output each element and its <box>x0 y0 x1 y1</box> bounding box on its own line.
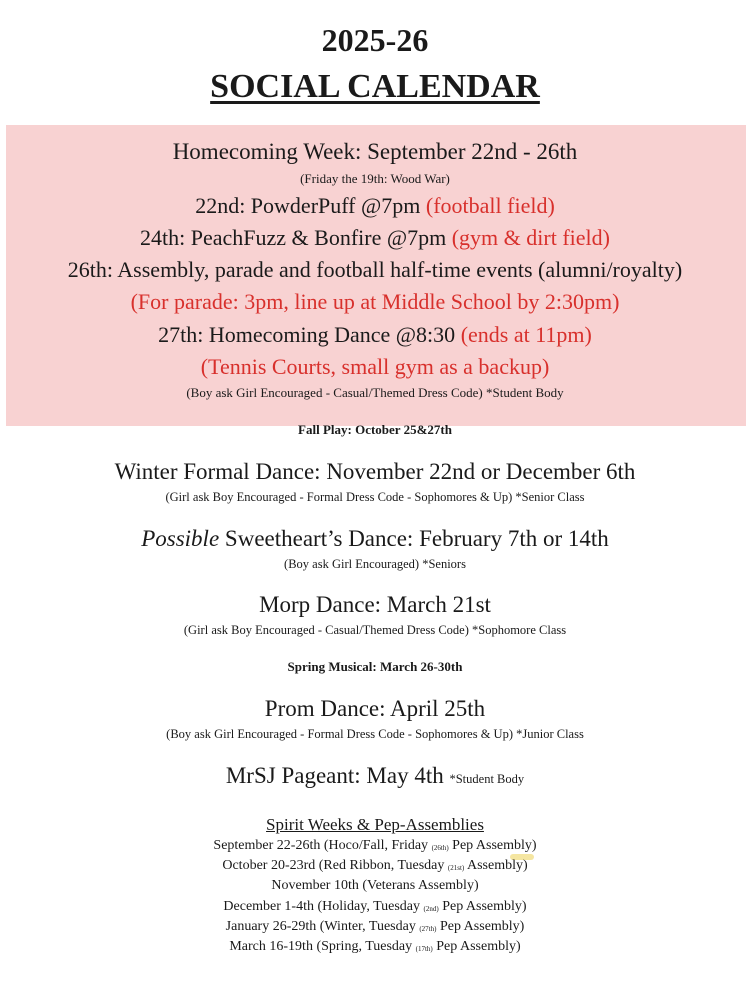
assembly-event: 26th: Assembly, parade and football half-time events (alumni/royalty) <box>67 257 683 282</box>
prom-title: Prom Dance: April 25th <box>264 696 486 721</box>
spirit-item-nov <box>0 878 750 894</box>
spirit-item-post: Pep Assembly) <box>432 939 521 954</box>
parade-note: (For parade: 3pm, line up at Middle School by 2:30pm) <box>130 289 620 314</box>
spirit-item-text: November 10th (Veterans Assembly) <box>271 878 479 893</box>
spirit-item-dec <box>0 899 750 915</box>
spirit-item-text: January 26-29th (Winter, Tuesday <box>225 919 420 934</box>
spirit-item-day: (27th) <box>419 925 437 933</box>
spirit-item-post: Pep Assembly) <box>448 838 537 853</box>
page-title-text: SOCIAL CALENDAR <box>210 68 540 105</box>
spirit-item-text: March 16-19th (Spring, Tuesday <box>229 939 416 954</box>
pageant-note: *Student Body <box>449 772 525 786</box>
spirit-item-post: Pep Assembly) <box>438 899 527 914</box>
homecoming-dance-text: 27th: Homecoming Dance @8:30 <box>158 322 456 347</box>
page-title <box>0 68 750 106</box>
winter-formal-note: (Girl ask Boy Encouraged - Formal Dress Code - Sophomores & Up) *Senior Class <box>165 490 585 504</box>
peachfuzz-event <box>0 225 750 251</box>
sweetheart-note: (Boy ask Girl Encouraged) *Seniors <box>284 557 466 571</box>
peachfuzz-location: (gym & dirt field) <box>451 225 610 250</box>
spirit-item-text: October 20-23rd (Red Ribbon, Tuesday <box>222 858 448 873</box>
spirit-item-day: (2nd) <box>423 905 439 913</box>
prom-note: (Boy ask Girl Encouraged - Formal Dress Code - Sophomores & Up) *Junior Class <box>166 727 584 741</box>
winter-formal-title: Winter Formal Dance: November 22nd or December 6th <box>114 459 636 484</box>
spirit-item-post: Pep Assembly) <box>436 919 525 934</box>
spirit-item-jan <box>0 919 750 935</box>
spirit-item-day: (21st) <box>447 864 465 872</box>
spring-musical: Spring Musical: March 26-30th <box>287 659 463 674</box>
morp-note: (Girl ask Boy Encouraged - Casual/Themed Dress Code) *Sophomore Class <box>183 623 567 637</box>
powderpuff-event <box>0 193 750 219</box>
wood-war-note: (Friday the 19th: Wood War) <box>300 171 450 186</box>
spirit-item-text: September 22-26th (Hoco/Fall, Friday <box>213 838 432 853</box>
spirit-item-post: Assembly) <box>464 858 528 873</box>
year-heading: 2025-26 <box>321 22 429 58</box>
fall-play: Fall Play: October 25&27th <box>298 422 452 437</box>
sweetheart-possible: Possible <box>141 526 220 551</box>
spirit-heading <box>0 815 750 835</box>
sweetheart-title <box>0 526 750 552</box>
spirit-item-oct <box>0 858 750 874</box>
pageant-text: MrSJ Pageant: May 4th <box>225 763 444 788</box>
spirit-item-day: (17th) <box>415 945 433 953</box>
homecoming-dance-note: (Boy ask Girl Encouraged - Casual/Themed Dress Code) *Student Body <box>186 385 564 400</box>
spirit-item-mar <box>0 939 750 955</box>
spirit-heading-text: Spirit Weeks & Pep-Assemblies <box>266 815 484 834</box>
homecoming-dance <box>0 322 750 348</box>
spirit-item-day: (26th) <box>431 844 449 852</box>
spirit-item-sep <box>0 838 750 854</box>
spirit-item-text: December 1-4th (Holiday, Tuesday <box>223 899 424 914</box>
homecoming-week: Homecoming Week: September 22nd - 26th <box>172 139 578 164</box>
powderpuff-location: (football field) <box>425 193 555 218</box>
homecoming-dance-end: (ends at 11pm) <box>460 322 592 347</box>
pageant-title <box>0 763 750 789</box>
sweetheart-text: Sweetheart’s Dance: February 7th or 14th <box>219 526 609 551</box>
morp-title: Morp Dance: March 21st <box>259 592 491 617</box>
homecoming-dance-location: (Tennis Courts, small gym as a backup) <box>200 354 550 379</box>
powderpuff-text: 22nd: PowderPuff @7pm <box>195 193 421 218</box>
peachfuzz-text: 24th: PeachFuzz & Bonfire @7pm <box>140 225 447 250</box>
